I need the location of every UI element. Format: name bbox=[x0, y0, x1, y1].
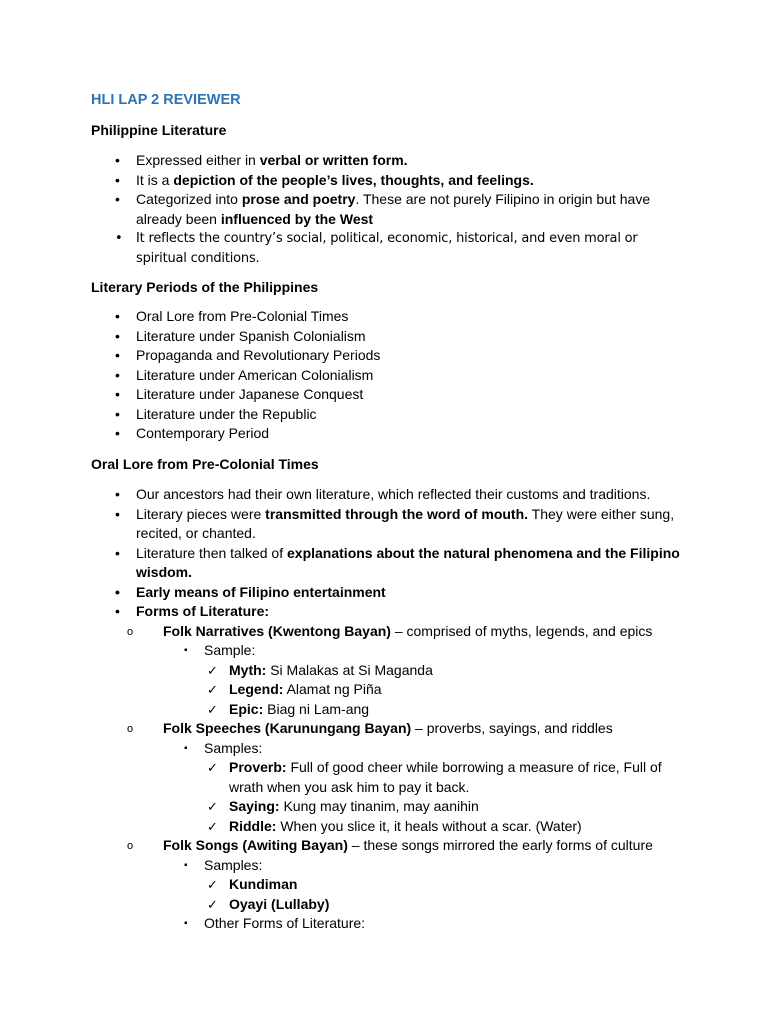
item-text: . These are not purely Filipino in origin but have already been bbox=[136, 191, 651, 227]
item-bold-text: Folk Narratives (Kwentong Bayan) bbox=[163, 622, 391, 639]
sample-label bbox=[184, 739, 685, 837]
check-item bbox=[207, 817, 685, 837]
list-item bbox=[115, 151, 685, 171]
item-text: Sample: bbox=[204, 642, 256, 658]
list-item bbox=[115, 229, 685, 268]
heading-oral-lore: Oral Lore from Pre-Colonial Times bbox=[91, 456, 319, 472]
list-item bbox=[115, 171, 685, 191]
list-item bbox=[115, 544, 685, 583]
checked-list bbox=[204, 661, 685, 720]
folk-narratives-item bbox=[139, 622, 685, 720]
item-text: Biag ni Lam-ang bbox=[263, 700, 370, 717]
list-item: • Literature under the Republic bbox=[115, 405, 685, 425]
item-bold-text: transmitted through the word of mouth. bbox=[265, 505, 529, 522]
sample-label bbox=[184, 641, 685, 719]
item-text: Alamat ng Piña bbox=[283, 681, 382, 697]
checked-list bbox=[204, 758, 685, 836]
sample-list bbox=[163, 641, 685, 719]
other-forms-label: ▪ Other Forms of Literature: bbox=[184, 914, 685, 934]
item-bold-text: Saying: bbox=[229, 798, 280, 814]
sample-label bbox=[184, 856, 685, 915]
check-item: ✓ Oyayi (Lullaby) bbox=[207, 895, 685, 915]
item-text: – comprised of myths, legends, and epics bbox=[390, 622, 653, 639]
document-title: HLI LAP 2 REVIEWER bbox=[91, 92, 241, 108]
folk-songs-item bbox=[139, 836, 685, 934]
item-text: Full of good cheer while borrowing a measure of rice, Full of wrath when you ask him to pay it back. bbox=[229, 759, 662, 795]
check-item bbox=[207, 700, 685, 720]
check-item bbox=[207, 680, 685, 700]
item-text: Samples: bbox=[204, 856, 263, 873]
item-text: Si Malakas at Si Maganda bbox=[266, 661, 433, 678]
philippine-literature-list bbox=[115, 151, 685, 268]
list-item: • Literature under American Colonialism bbox=[115, 366, 685, 386]
list-item: • Oral Lore from Pre-Colonial Times bbox=[115, 307, 685, 327]
check-item bbox=[207, 797, 685, 817]
item-text: Expressed either in bbox=[136, 152, 260, 168]
oral-lore-list bbox=[115, 485, 685, 934]
check-item: ✓ Kundiman bbox=[207, 875, 685, 895]
heading-literary-periods: Literary Periods of the Philippines bbox=[91, 279, 319, 295]
item-bold-text: Riddle: bbox=[229, 817, 277, 834]
item-bold-text: influenced by the West bbox=[220, 210, 374, 227]
item-bold-text: Folk Speeches (Karunungang Bayan) bbox=[163, 720, 412, 736]
item-text: Literary pieces were bbox=[136, 505, 266, 522]
item-bold-text: prose and poetry bbox=[241, 191, 356, 207]
folk-speeches-item bbox=[139, 719, 685, 836]
sample-list bbox=[163, 856, 685, 934]
checked-list bbox=[204, 875, 685, 914]
literary-periods-list bbox=[115, 307, 685, 444]
item-bold-text: Forms of Literature: bbox=[136, 603, 270, 619]
heading-philippine-literature: Philippine Literature bbox=[91, 122, 227, 138]
item-text: They were either sung, recited, or chanted. bbox=[136, 505, 675, 541]
list-item bbox=[115, 505, 685, 544]
list-item: • Early means of Filipino entertainment bbox=[115, 583, 685, 603]
forms-of-literature-list bbox=[136, 622, 685, 934]
item-text: Categorized into bbox=[136, 191, 242, 207]
check-item bbox=[207, 758, 685, 797]
item-bold-text: explanations about the natural phenomena and the Filipino wisdom. bbox=[136, 544, 680, 580]
item-bold-text: Myth: bbox=[229, 661, 267, 678]
list-item: • Literature under Spanish Colonialism bbox=[115, 327, 685, 347]
item-bold-text: Epic: bbox=[229, 700, 264, 717]
item-text: – proverbs, sayings, and riddles bbox=[411, 720, 613, 736]
list-item bbox=[115, 190, 685, 229]
item-bold-text: Legend: bbox=[229, 681, 284, 697]
list-item: • Propaganda and Revolutionary Periods bbox=[115, 346, 685, 366]
item-bold-text: verbal or written form. bbox=[259, 152, 408, 168]
item-text: When you slice it, it heals without a scar. (Water) bbox=[276, 817, 582, 834]
item-bold-text: depiction of the people’s lives, thoughts, and feelings. bbox=[173, 171, 534, 188]
list-item: • Literature under Japanese Conquest bbox=[115, 385, 685, 405]
list-item bbox=[115, 602, 685, 934]
item-text: It is a bbox=[136, 171, 174, 188]
item-bold-text: Folk Songs (Awiting Bayan) bbox=[163, 837, 348, 853]
sample-list bbox=[163, 739, 685, 837]
item-text: Kung may tinanim, may aanihin bbox=[279, 798, 479, 814]
list-item: • Our ancestors had their own literature, which reflected their customs and traditions. bbox=[115, 485, 685, 505]
check-item bbox=[207, 661, 685, 681]
item-text: – these songs mirrored the early forms of culture bbox=[347, 837, 653, 853]
item-text: Literature then talked of bbox=[136, 544, 287, 561]
item-bold-text: Proverb: bbox=[229, 759, 287, 775]
item-text: Samples: bbox=[204, 739, 263, 756]
list-item: • Contemporary Period bbox=[115, 424, 685, 444]
item-text: It reflects the country’s social, political, economic, historical, and even moral or spiritual conditions. bbox=[136, 231, 638, 266]
